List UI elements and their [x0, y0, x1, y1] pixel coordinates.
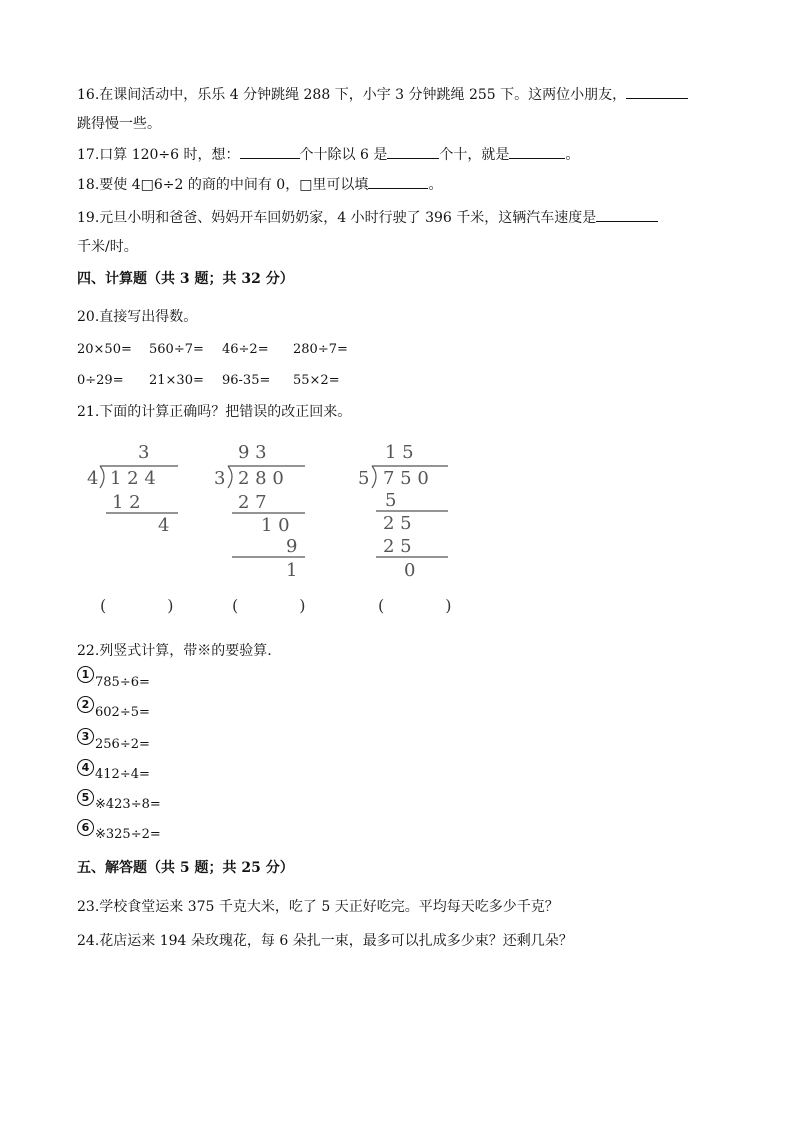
q21-title: 21.下面的计算正确吗？把错误的改正回来。: [77, 404, 352, 420]
div3-divisor: 5: [358, 468, 370, 489]
q17-text-c: 个十，就是: [439, 147, 510, 163]
q20-expr-2: 560÷7=: [149, 342, 204, 357]
q22-item-1: 785÷6=: [95, 675, 150, 690]
question-23: 23.学校食堂运来 375 千克大米，吃了 5 天正好吃完。平均每天吃多少千克？: [77, 899, 559, 915]
q22-title: 22.列竖式计算，带※的要验算.: [77, 643, 272, 659]
div3-quotient: 1 5: [385, 442, 414, 463]
q22-item-4: 412÷4=: [95, 767, 150, 782]
section-5-heading: 五、解答题（共 5 题；共 25 分）: [77, 860, 294, 876]
div3-step2: 2 5: [383, 513, 412, 534]
circled-number-2: 2: [77, 696, 94, 713]
q20-expr-3: 46÷2=: [222, 342, 269, 357]
div3-remainder: 0: [404, 560, 416, 581]
div2-quotient: 9 3: [238, 442, 267, 463]
div2-remainder: 1: [286, 560, 298, 581]
q20-expr-6: 21×30=: [149, 373, 204, 388]
div3-step3: 2 5: [383, 536, 412, 557]
circled-number-6: 6: [77, 819, 94, 836]
circled-number-4: 4: [77, 759, 94, 776]
div1-quotient: 3: [138, 442, 150, 463]
q18-text-a: 18.要使 4□6÷2 的商的中间有 0，□里可以填: [77, 177, 369, 193]
q19-text-a: 19.元旦小明和爸爸、妈妈开车回奶奶家，4 小时行驶了 396 千米，这辆汽车速度是: [77, 210, 597, 226]
q22-item-2: 602÷5=: [95, 705, 150, 720]
q20-expr-7: 96-35=: [222, 373, 271, 388]
q22-item-6: ※325÷2=: [95, 827, 161, 842]
div3-step1: 5: [385, 490, 397, 511]
div2-divisor: 3: [214, 468, 226, 489]
division-2: [214, 442, 305, 581]
q16-text-b: 跳得慢一些。: [77, 116, 161, 132]
q19-text-b: 千米/时。: [77, 239, 138, 255]
section-4-heading: 四、计算题（共 3 题；共 32 分）: [77, 271, 294, 287]
circled-number-1: 1: [77, 666, 94, 683]
q20-title: 20.直接写出得数。: [77, 309, 198, 325]
q17-text-a: 17.口算 120÷6 时，想：: [77, 147, 240, 163]
q20-expr-5: 0÷29=: [77, 373, 124, 388]
q17-text-d: 。: [565, 147, 580, 163]
q16-text: 16.在课间活动中，乐乐 4 分钟跳绳 288 下，小宇 3 分钟跳绳 255 下。这两位小朋友，: [77, 87, 627, 103]
div1-dividend: 1 2 4: [110, 468, 156, 489]
q21-answer-1[interactable]: ( ): [100, 596, 174, 615]
q22-item-5: ※423÷8=: [95, 797, 161, 812]
question-24: 24.花店运来 194 朵玫瑰花，每 6 朵扎一束，最多可以扎成多少束？还剩几朵？: [77, 933, 573, 949]
q20-expr-4: 280÷7=: [293, 342, 348, 357]
div1-remainder: 4: [158, 515, 170, 536]
div1-step1: 1 2: [112, 492, 141, 513]
div2-step1: 2 7: [238, 492, 267, 513]
circled-number-3: 3: [77, 728, 94, 745]
q20-expr-8: 55×2=: [293, 373, 340, 388]
q18-text-b: 。: [428, 177, 443, 193]
div2-step3: 9: [286, 536, 298, 557]
q20-expr-1: 20×50=: [77, 342, 132, 357]
q21-answer-2[interactable]: ( ): [232, 596, 306, 615]
q17-text-b: 个十除以 6 是: [299, 147, 388, 163]
div3-dividend: 7 5 0: [383, 468, 429, 489]
q22-item-3: 256÷2=: [95, 737, 150, 752]
div1-divisor: 4: [87, 468, 99, 489]
division-1: [87, 442, 178, 536]
div2-step2: 1 0: [261, 515, 290, 536]
div2-dividend: 2 8 0: [238, 468, 284, 489]
circled-number-5: 5: [77, 789, 94, 806]
division-3: [358, 442, 448, 581]
q21-answer-3[interactable]: ( ): [378, 596, 452, 615]
